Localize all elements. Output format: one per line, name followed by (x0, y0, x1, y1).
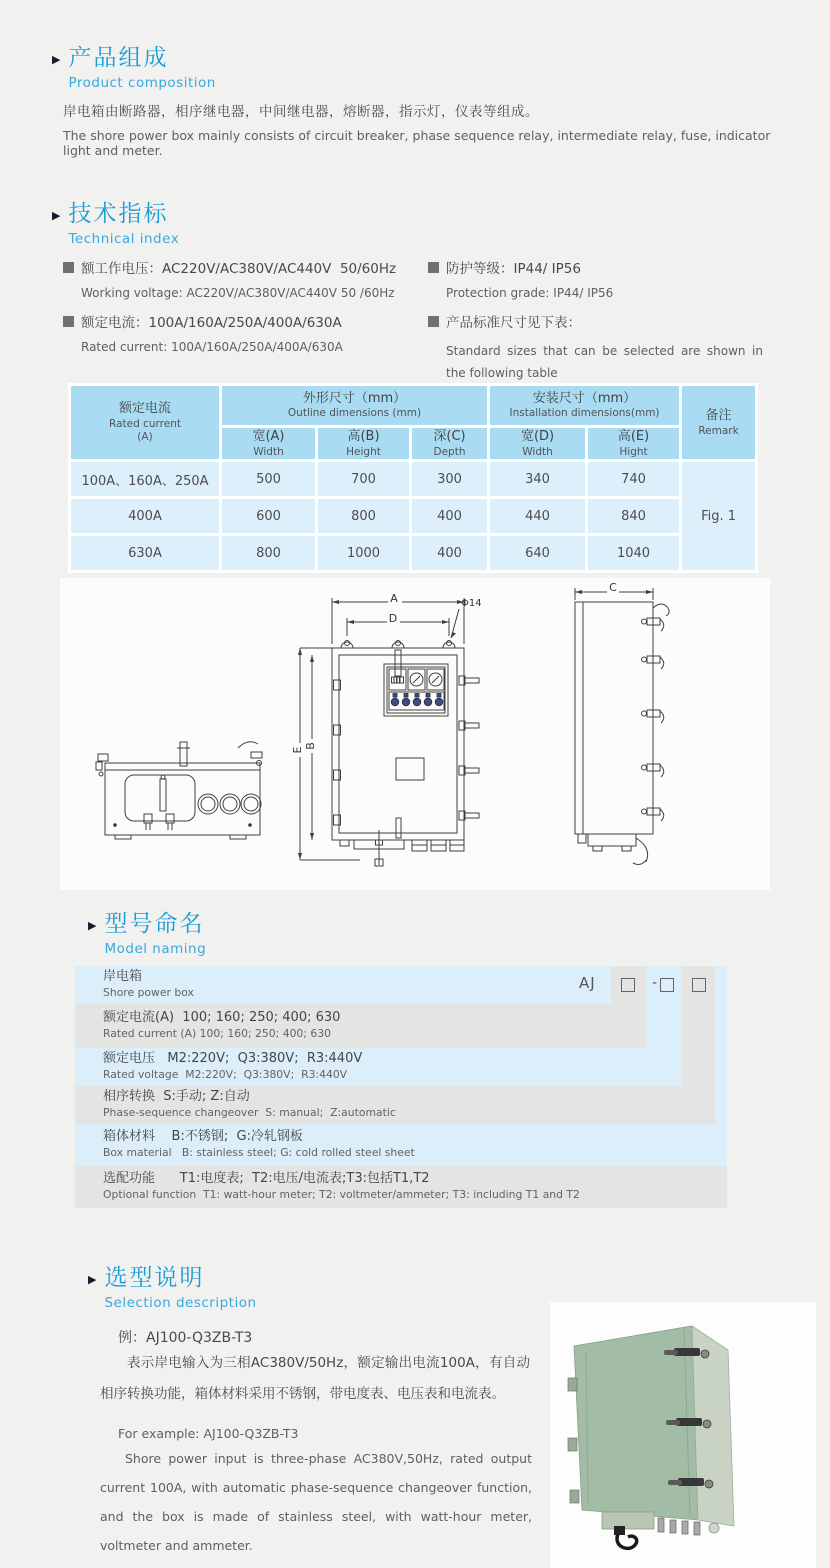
technical-drawing-fig1 (60, 578, 770, 890)
dim-label-c: C (609, 581, 617, 594)
spec-cn: 额工作电压：AC220V/AC380V/AC440V 50/60Hz (81, 261, 397, 277)
square-bullet-icon (63, 262, 74, 273)
subcol-width-a: 宽(A) Width (221, 427, 317, 461)
installation-dimensions-header: 安装尺寸（mm） Installation dimensions(mm) (489, 385, 681, 427)
spec-en: Rated current: 100A/160A/250A/400A/630A (81, 340, 343, 354)
naming-row-rated-voltage: 额定电压 M2:220V; Q3:380V; R3:440V Rated voltage M2:220V; Q3:380V; R3:440V (75, 1048, 682, 1086)
dimension-table (68, 383, 758, 573)
composition-text-cn: 岸电箱由断路器，相序继电器，中间继电器，熔断器，指示灯，仪表等组成。 (63, 104, 539, 120)
dim-label-e: E (291, 746, 304, 754)
dim-label-phi14: Φ14 (461, 598, 482, 609)
triangle-bullet-icon: ▶ (88, 919, 97, 932)
subcol-hight-e: 高(E) Hight (587, 427, 681, 461)
composition-text-en: The shore power box mainly consists of circuit breaker, phase sequence relay, intermediate relay, fuse, indicator light and meter. (63, 128, 771, 158)
section-title-en: Selection description (104, 1295, 257, 1312)
spec-standard-sizes (428, 311, 763, 384)
outline-dimensions-header: 外形尺寸（mm） Outline dimensions (mm) (221, 385, 489, 427)
spec-cn: 额定电流：100A/160A/250A/400A/630A (81, 315, 342, 331)
spec-protection-grade (428, 257, 768, 300)
section-title-en: Model naming (104, 941, 207, 958)
product-photo-panel (550, 1302, 816, 1568)
shore-power-box-photo (550, 1302, 816, 1568)
section-title-cn: 产品组成 (68, 45, 169, 71)
technical-index-header (52, 202, 179, 247)
example-model-cn: 例：AJ100-Q3ZB-T3 (118, 1330, 253, 1346)
spec-cn: 防护等级：IP44/ IP56 (446, 261, 581, 277)
selection-text-cn: 表示岸电输入为三相AC380V/50Hz，额定输出电流100A，有自动相序转换功能，箱体材料采用不锈钢，带电度表、电压表和电流表。 (100, 1355, 530, 1402)
table-row: 400A 600 800 400 440 840 (70, 498, 757, 535)
model-code-box-icon (692, 978, 706, 992)
naming-row-shore-power-box: 岸电箱 Shore power box (75, 966, 611, 1004)
spec-en: Standard sizes that can be selected are shown in the following table (446, 344, 763, 381)
remark-header: 备注 Remark (681, 385, 757, 461)
square-bullet-icon (428, 262, 439, 273)
section-title-cn: 型号命名 (104, 911, 205, 937)
spec-en: Protection grade: IP44/ IP56 (446, 286, 614, 300)
selection-description-header (88, 1266, 257, 1311)
stair-stripe (715, 966, 727, 1124)
model-naming-header (88, 912, 206, 957)
dim-label-b: B (304, 742, 317, 750)
table-row: 630A 800 1000 400 640 1040 (70, 535, 757, 572)
triangle-bullet-icon: ▶ (52, 209, 61, 222)
dim-label-d: D (388, 612, 398, 625)
model-prefix: AJ (579, 974, 596, 992)
triangle-bullet-icon: ▶ (52, 53, 61, 66)
section-title-en: Product composition (68, 75, 216, 92)
naming-row-phase-sequence: 相序转换 S:手动; Z:自动 Phase-sequence changeover S: manual; Z:automatic (75, 1086, 715, 1124)
spec-en: Working voltage: AC220V/AC380V/AC440V 50 /60Hz (81, 286, 395, 300)
section-title-en: Technical index (68, 231, 180, 248)
square-bullet-icon (63, 316, 74, 327)
subcol-depth-c: 深(C) Depth (411, 427, 489, 461)
square-bullet-icon (428, 316, 439, 327)
spec-rated-current (63, 311, 423, 354)
col-rated-current-header: 额定电流 Rated current (A) (70, 385, 221, 461)
naming-row-optional-function: 选配功能 T1:电度表; T2:电压/电流表;T3:包括T1,T2 Optional function T1: watt-hour meter; T2: voltmeter/ammeter; T3: including T1 and T2 (75, 1166, 727, 1208)
subcol-width-d: 宽(D) Width (489, 427, 587, 461)
spec-working-voltage (63, 257, 423, 300)
table-row: 100A、160A、250A 500 700 300 340 740 Fig. 1 (70, 461, 757, 498)
product-composition-header (52, 46, 216, 91)
example-model-en: For example: AJ100-Q3ZB-T3 (118, 1426, 299, 1441)
triangle-bullet-icon: ▶ (88, 1273, 97, 1286)
subcol-height-b: 高(B) Height (317, 427, 411, 461)
naming-row-rated-current: 额定电流(A) 100; 160; 250; 400; 630 Rated current (A) 100; 160; 250; 400; 630 (75, 1004, 646, 1048)
naming-row-box-material: 箱体材料 B:不锈钢; G:冷轧钢板 Box material B: stainless steel; G: cold rolled steel sheet (75, 1124, 727, 1166)
dim-label-a: A (390, 592, 398, 605)
model-naming-diagram (75, 966, 727, 1208)
section-title-cn: 技术指标 (68, 201, 169, 227)
model-code-box-icon (660, 978, 674, 992)
model-code-dash: - (652, 975, 658, 991)
model-code-box-icon (621, 978, 635, 992)
section-title-cn: 选型说明 (104, 1265, 205, 1291)
spec-cn: 产品标准尺寸见下表： (446, 315, 581, 331)
remark-value: Fig. 1 (681, 461, 757, 572)
selection-text-en: Shore power input is three-phase AC380V,50Hz, rated output current 100A, with automatic phase-sequence changeover function, and the box is made of stainless steel, with watt-hour meter, voltmeter and ammeter. (100, 1451, 532, 1553)
